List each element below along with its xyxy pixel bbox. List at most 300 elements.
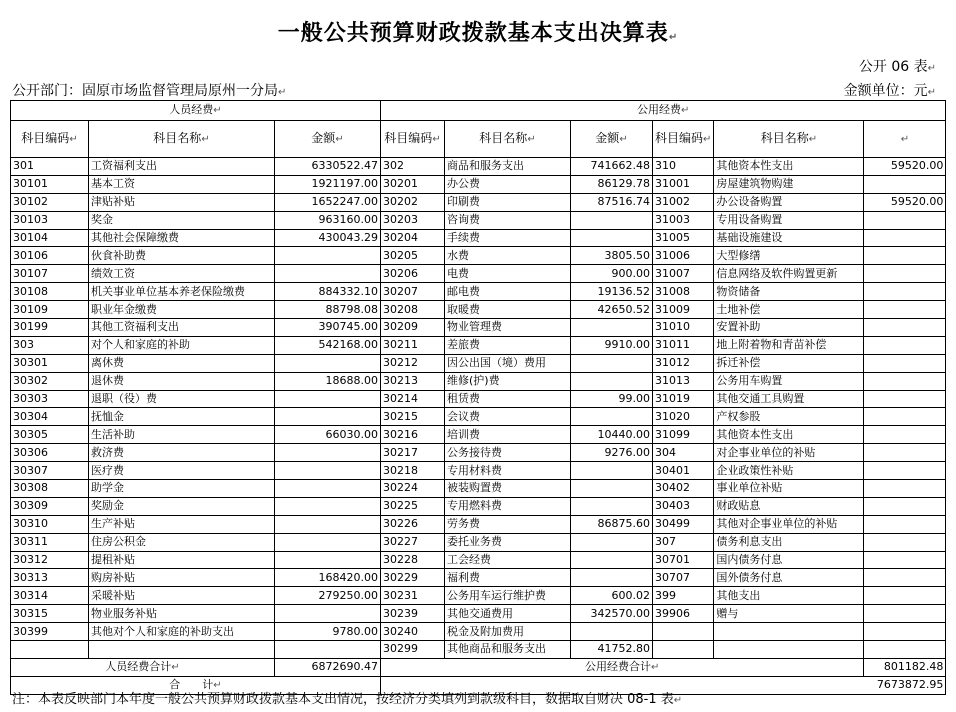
cell-name: 印刷费	[445, 193, 571, 211]
cell-name: 医疗费	[89, 462, 275, 480]
cell-amount	[864, 408, 946, 426]
table-row	[11, 587, 946, 605]
cell-amount: 88798.08	[275, 301, 381, 319]
cell-name: 助学金	[89, 480, 275, 498]
cell-code: 31003	[653, 211, 714, 229]
cell-code: 39906	[653, 605, 714, 623]
cell-amount	[275, 390, 381, 408]
cell-code: 30104	[11, 229, 89, 247]
cell-code: 30211	[381, 336, 445, 354]
cell-amount: 10440.00	[571, 426, 653, 444]
cell-name: 抚恤金	[89, 408, 275, 426]
cell-amount	[864, 480, 946, 498]
expenditure-table	[10, 100, 946, 695]
department-label: 公开部门：固原市场监督管理局原州一分局↵	[12, 83, 287, 99]
cell-amount	[864, 265, 946, 283]
cell-name: 津贴补贴	[89, 193, 275, 211]
personnel-total-label: 人员经费合计↵	[11, 658, 275, 676]
cell-amount	[864, 587, 946, 605]
cell-code	[11, 641, 89, 659]
cell-name: 其他资本性支出	[714, 426, 864, 444]
cell-code: 31002	[653, 193, 714, 211]
cell-amount: 963160.00	[275, 211, 381, 229]
cell-amount	[571, 569, 653, 587]
cell-code: 30310	[11, 515, 89, 533]
table-row	[11, 533, 946, 551]
cell-name: 公务用车运行维护费	[445, 587, 571, 605]
cell-code: 31019	[653, 390, 714, 408]
public-total-label: 公用经费合计↵	[381, 658, 864, 676]
cell-name: 公务接待费	[445, 444, 571, 462]
cell-code: 30401	[653, 462, 714, 480]
cell-code: 31013	[653, 372, 714, 390]
cell-code: 30299	[381, 641, 445, 659]
table-row	[11, 158, 946, 176]
cell-name: 退休费	[89, 372, 275, 390]
cell-code: 30212	[381, 354, 445, 372]
cell-name: 生活补助	[89, 426, 275, 444]
cell-name: 取暖费	[445, 301, 571, 319]
cell-name: 其他支出	[714, 587, 864, 605]
cell-code: 31020	[653, 408, 714, 426]
cell-name: 安置补助	[714, 319, 864, 337]
cell-amount: 279250.00	[275, 587, 381, 605]
table-row	[11, 497, 946, 515]
cell-amount	[571, 354, 653, 372]
cell-amount	[864, 175, 946, 193]
cell-amount	[275, 408, 381, 426]
cell-name: 国内债务付息	[714, 551, 864, 569]
cell-code: 307	[653, 533, 714, 551]
cell-code: 30403	[653, 497, 714, 515]
table-row	[11, 605, 946, 623]
cell-amount	[864, 319, 946, 337]
cell-amount: 1652247.00	[275, 193, 381, 211]
footnote: 注：本表反映部门本年度一般公共预算财政拨款基本支出情况，按经济分类填列到款级科目，数据取自财决 08-1 表↵	[12, 692, 683, 707]
cell-amount	[275, 533, 381, 551]
cell-code: 30216	[381, 426, 445, 444]
cell-amount	[864, 301, 946, 319]
table-row	[11, 623, 946, 641]
table-row	[11, 426, 946, 444]
table-row	[11, 569, 946, 587]
cell-amount	[275, 515, 381, 533]
cell-code: 302	[381, 158, 445, 176]
cell-name: 其他工资福利支出	[89, 319, 275, 337]
cell-amount	[864, 354, 946, 372]
cell-code: 303	[11, 336, 89, 354]
cell-name: 专用设备购置	[714, 211, 864, 229]
table-row	[11, 336, 946, 354]
cell-amount: 168420.00	[275, 569, 381, 587]
cell-code: 31011	[653, 336, 714, 354]
cell-name: 商品和服务支出	[445, 158, 571, 176]
cell-name: 其他社会保障缴费	[89, 229, 275, 247]
cell-name	[714, 623, 864, 641]
cell-amount	[864, 605, 946, 623]
cell-name	[89, 641, 275, 659]
cell-amount	[571, 462, 653, 480]
cell-name: 物业服务补贴	[89, 605, 275, 623]
cell-name: 土地补偿	[714, 301, 864, 319]
cell-name: 其他对个人和家庭的补助支出	[89, 623, 275, 641]
cell-amount	[571, 533, 653, 551]
cell-amount	[275, 497, 381, 515]
cell-code: 30209	[381, 319, 445, 337]
cell-name: 住房公积金	[89, 533, 275, 551]
cell-name: 租赁费	[445, 390, 571, 408]
cell-name: 其他商品和服务支出	[445, 641, 571, 659]
cell-code: 30311	[11, 533, 89, 551]
cell-name: 专用燃料费	[445, 497, 571, 515]
cell-code: 30305	[11, 426, 89, 444]
cell-code: 30701	[653, 551, 714, 569]
cell-amount	[275, 551, 381, 569]
cell-code: 30314	[11, 587, 89, 605]
cell-code: 30215	[381, 408, 445, 426]
cell-name: 其他交通工具购置	[714, 390, 864, 408]
table-row	[11, 211, 946, 229]
cell-code: 310	[653, 158, 714, 176]
cell-code: 30229	[381, 569, 445, 587]
cell-name: 咨询费	[445, 211, 571, 229]
cell-name: 其他交通费用	[445, 605, 571, 623]
cell-name: 水费	[445, 247, 571, 265]
cell-code: 30307	[11, 462, 89, 480]
cell-code: 30227	[381, 533, 445, 551]
cell-name: 办公设备购置	[714, 193, 864, 211]
cell-name: 邮电费	[445, 283, 571, 301]
cell-amount	[571, 497, 653, 515]
cell-code: 31007	[653, 265, 714, 283]
col-code-header: 科目编码↵	[381, 121, 445, 158]
table-row	[11, 462, 946, 480]
col-name-header: 科目名称↵	[714, 121, 864, 158]
cell-amount: 18688.00	[275, 372, 381, 390]
cell-amount	[864, 444, 946, 462]
cell-name: 产权参股	[714, 408, 864, 426]
cell-code: 31012	[653, 354, 714, 372]
cell-amount: 42650.52	[571, 301, 653, 319]
cell-code: 30313	[11, 569, 89, 587]
col-code-header: 科目编码↵	[653, 121, 714, 158]
cell-amount: 542168.00	[275, 336, 381, 354]
cell-code: 30199	[11, 319, 89, 337]
cell-amount	[571, 623, 653, 641]
table-row	[11, 641, 946, 659]
cell-code: 30399	[11, 623, 89, 641]
cell-amount	[571, 408, 653, 426]
cell-amount	[571, 319, 653, 337]
cell-code	[653, 641, 714, 659]
cell-amount: 1921197.00	[275, 175, 381, 193]
cell-amount	[571, 551, 653, 569]
cell-name: 企业政策性补贴	[714, 462, 864, 480]
cell-name: 其他资本性支出	[714, 158, 864, 176]
table-row	[11, 390, 946, 408]
cell-amount	[571, 372, 653, 390]
cell-name: 财政贴息	[714, 497, 864, 515]
cell-name: 奖金	[89, 211, 275, 229]
table-row	[11, 301, 946, 319]
cell-name: 拆迁补偿	[714, 354, 864, 372]
cell-amount	[571, 480, 653, 498]
cell-amount	[275, 247, 381, 265]
cell-amount: 9910.00	[571, 336, 653, 354]
table-row	[11, 175, 946, 193]
cell-amount: 99.00	[571, 390, 653, 408]
cell-amount: 3805.50	[571, 247, 653, 265]
cell-amount: 884332.10	[275, 283, 381, 301]
cell-name: 税金及附加费用	[445, 623, 571, 641]
cell-code: 30218	[381, 462, 445, 480]
cell-code: 30202	[381, 193, 445, 211]
cell-amount: 9276.00	[571, 444, 653, 462]
cell-amount	[275, 265, 381, 283]
cell-code: 30228	[381, 551, 445, 569]
table-row	[11, 265, 946, 283]
cell-code: 31099	[653, 426, 714, 444]
cell-code: 31008	[653, 283, 714, 301]
cell-name: 福利费	[445, 569, 571, 587]
cell-name: 事业单位补贴	[714, 480, 864, 498]
grand-total-label: 合 计↵	[11, 676, 381, 694]
table-row	[11, 372, 946, 390]
cell-code: 30315	[11, 605, 89, 623]
cell-name: 公务用车购置	[714, 372, 864, 390]
cell-code: 30402	[653, 480, 714, 498]
table-row	[11, 408, 946, 426]
cell-name: 救济费	[89, 444, 275, 462]
table-row	[11, 515, 946, 533]
cell-code: 301	[11, 158, 89, 176]
cell-code: 30208	[381, 301, 445, 319]
cell-amount	[571, 229, 653, 247]
cell-name: 工资福利支出	[89, 158, 275, 176]
form-number: 公开 06 表↵	[858, 59, 936, 75]
cell-amount	[864, 247, 946, 265]
col-amount-header: 金额↵	[571, 121, 653, 158]
cell-code: 31001	[653, 175, 714, 193]
cell-code: 30207	[381, 283, 445, 301]
cell-name: 被装购置费	[445, 480, 571, 498]
cell-code: 30499	[653, 515, 714, 533]
public-header: 公用经费↵	[381, 101, 946, 121]
cell-code: 30201	[381, 175, 445, 193]
cell-name: 职业年金缴费	[89, 301, 275, 319]
cell-code: 30707	[653, 569, 714, 587]
cell-amount	[864, 390, 946, 408]
cell-name	[714, 641, 864, 659]
cell-code: 304	[653, 444, 714, 462]
cell-name: 伙食补助费	[89, 247, 275, 265]
cell-code: 30301	[11, 354, 89, 372]
cell-name: 手续费	[445, 229, 571, 247]
cell-amount	[864, 497, 946, 515]
cell-amount	[864, 372, 946, 390]
cell-amount	[864, 569, 946, 587]
cell-name: 国外债务付息	[714, 569, 864, 587]
cell-code: 30239	[381, 605, 445, 623]
table-row	[11, 193, 946, 211]
cell-code: 30302	[11, 372, 89, 390]
table-row	[11, 444, 946, 462]
cell-amount: 741662.48	[571, 158, 653, 176]
cell-code: 30231	[381, 587, 445, 605]
cell-name: 物资储备	[714, 283, 864, 301]
col-amount-header: 金额↵	[275, 121, 381, 158]
cell-amount: 86129.78	[571, 175, 653, 193]
cell-amount	[864, 623, 946, 641]
cell-code: 31009	[653, 301, 714, 319]
cell-amount: 390745.00	[275, 319, 381, 337]
cell-amount: 66030.00	[275, 426, 381, 444]
cell-code: 30214	[381, 390, 445, 408]
cell-code: 30312	[11, 551, 89, 569]
cell-amount: 87516.74	[571, 193, 653, 211]
table-row	[11, 319, 946, 337]
cell-code: 30217	[381, 444, 445, 462]
cell-name: 劳务费	[445, 515, 571, 533]
cell-amount: 19136.52	[571, 283, 653, 301]
cell-amount: 9780.00	[275, 623, 381, 641]
cell-name: 基础设施建设	[714, 229, 864, 247]
cell-code	[653, 623, 714, 641]
cell-code: 30106	[11, 247, 89, 265]
cell-name: 委托业务费	[445, 533, 571, 551]
table-row	[11, 229, 946, 247]
cell-code: 30213	[381, 372, 445, 390]
cell-amount	[275, 354, 381, 372]
cell-amount: 900.00	[571, 265, 653, 283]
cell-amount	[864, 533, 946, 551]
cell-amount	[864, 229, 946, 247]
cell-name: 采暖补贴	[89, 587, 275, 605]
cell-code: 30308	[11, 480, 89, 498]
col-name-header: 科目名称↵	[445, 121, 571, 158]
col-amount-header: ↵	[864, 121, 946, 158]
cell-code: 30103	[11, 211, 89, 229]
table-row	[11, 480, 946, 498]
grand-total-value: 7673872.95	[381, 676, 946, 694]
cell-amount: 86875.60	[571, 515, 653, 533]
cell-code: 30204	[381, 229, 445, 247]
cell-code: 30101	[11, 175, 89, 193]
cell-amount: 600.02	[571, 587, 653, 605]
cell-name: 生产补贴	[89, 515, 275, 533]
cell-name: 机关事业单位基本养老保险缴费	[89, 283, 275, 301]
cell-name: 差旅费	[445, 336, 571, 354]
cell-name: 专用材料费	[445, 462, 571, 480]
table-row	[11, 551, 946, 569]
cell-code: 30203	[381, 211, 445, 229]
amount-unit-label: 金额单位：元↵	[843, 83, 936, 99]
cell-amount	[864, 283, 946, 301]
cell-name: 维修(护)费	[445, 372, 571, 390]
cell-amount	[275, 641, 381, 659]
cell-name: 对个人和家庭的补助	[89, 336, 275, 354]
cell-code: 30309	[11, 497, 89, 515]
cell-amount	[571, 211, 653, 229]
cell-name: 地上附着物和青苗补偿	[714, 336, 864, 354]
cell-name: 会议费	[445, 408, 571, 426]
personnel-total-value: 6872690.47	[275, 658, 381, 676]
cell-code: 30226	[381, 515, 445, 533]
cell-amount	[864, 641, 946, 659]
cell-name: 因公出国（境）费用	[445, 354, 571, 372]
cell-amount	[275, 462, 381, 480]
cell-code: 31005	[653, 229, 714, 247]
cell-name: 退职（役）费	[89, 390, 275, 408]
cell-name: 办公费	[445, 175, 571, 193]
cell-amount: 59520.00	[864, 158, 946, 176]
cell-code: 30102	[11, 193, 89, 211]
table-row	[11, 247, 946, 265]
cell-code: 30108	[11, 283, 89, 301]
cell-code: 31006	[653, 247, 714, 265]
cell-name: 绩效工资	[89, 265, 275, 283]
cell-amount	[864, 426, 946, 444]
cell-amount: 41752.80	[571, 641, 653, 659]
cell-name: 赠与	[714, 605, 864, 623]
cell-amount: 342570.00	[571, 605, 653, 623]
cell-name: 信息网络及软件购置更新	[714, 265, 864, 283]
cell-code: 30224	[381, 480, 445, 498]
cell-amount	[864, 211, 946, 229]
cell-amount	[275, 480, 381, 498]
report-title: 一般公共预算财政拨款基本支出决算表↵	[277, 21, 679, 46]
table-row	[11, 283, 946, 301]
public-total-value: 801182.48	[864, 658, 946, 676]
cell-name: 培训费	[445, 426, 571, 444]
cell-name: 奖励金	[89, 497, 275, 515]
cell-name: 电费	[445, 265, 571, 283]
cell-code: 30205	[381, 247, 445, 265]
cell-amount: 430043.29	[275, 229, 381, 247]
cell-amount	[864, 462, 946, 480]
cell-amount: 6330522.47	[275, 158, 381, 176]
cell-code: 30303	[11, 390, 89, 408]
cell-code: 30240	[381, 623, 445, 641]
cell-amount	[275, 605, 381, 623]
col-name-header: 科目名称↵	[89, 121, 275, 158]
cell-code: 30306	[11, 444, 89, 462]
cell-name: 离休费	[89, 354, 275, 372]
cell-name: 物业管理费	[445, 319, 571, 337]
cell-amount	[864, 551, 946, 569]
cell-name: 购房补贴	[89, 569, 275, 587]
cell-code: 30107	[11, 265, 89, 283]
cell-name: 其他对企事业单位的补贴	[714, 515, 864, 533]
col-code-header: 科目编码↵	[11, 121, 89, 158]
table-row	[11, 354, 946, 372]
cell-amount	[275, 444, 381, 462]
cell-name: 债务利息支出	[714, 533, 864, 551]
cell-code: 30109	[11, 301, 89, 319]
cell-code: 399	[653, 587, 714, 605]
cell-name: 房屋建筑物购建	[714, 175, 864, 193]
cell-code: 30206	[381, 265, 445, 283]
cell-code: 31010	[653, 319, 714, 337]
cell-name: 工会经费	[445, 551, 571, 569]
cell-code: 30304	[11, 408, 89, 426]
cell-name: 对企事业单位的补贴	[714, 444, 864, 462]
personnel-header: 人员经费↵	[11, 101, 381, 121]
cell-amount	[864, 336, 946, 354]
cell-name: 提租补贴	[89, 551, 275, 569]
cell-name: 大型修缮	[714, 247, 864, 265]
cell-amount: 59520.00	[864, 193, 946, 211]
